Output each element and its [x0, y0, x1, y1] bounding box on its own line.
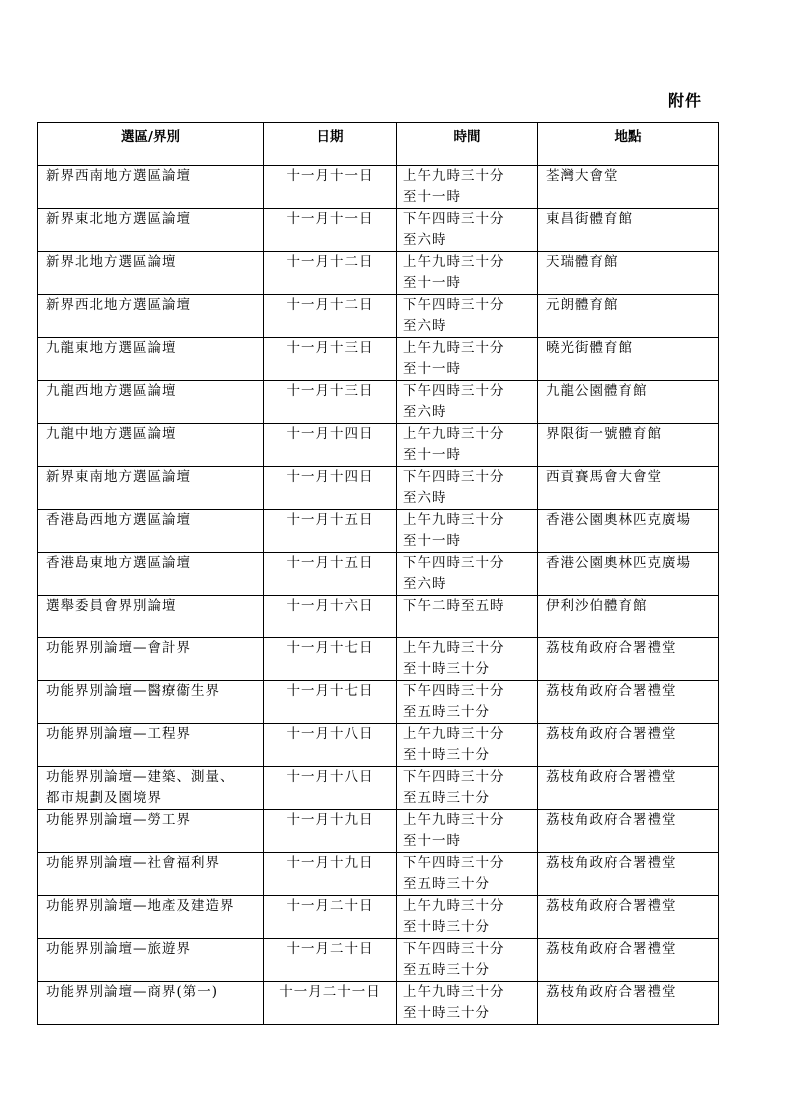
table-header-row — [38, 123, 719, 166]
cell-date: 十一月十三日 — [264, 381, 397, 424]
cell-area: 香港島西地方選區論壇 — [38, 510, 264, 553]
cell-venue: 荔枝角政府合署禮堂 — [538, 853, 719, 896]
table-row — [38, 982, 719, 1025]
cell-time: 下午四時三十分 至六時 — [397, 295, 538, 338]
cell-venue: 荔枝角政府合署禮堂 — [538, 939, 719, 982]
cell-date: 十一月十八日 — [264, 724, 397, 767]
cell-date: 十一月十二日 — [264, 252, 397, 295]
cell-date: 十一月十八日 — [264, 767, 397, 810]
cell-time: 上午九時三十分 至十時三十分 — [397, 982, 538, 1025]
cell-date: 十一月十九日 — [264, 810, 397, 853]
cell-area: 新界東北地方選區論壇 — [38, 209, 264, 252]
table-row — [38, 424, 719, 467]
cell-time: 上午九時三十分 至十時三十分 — [397, 896, 538, 939]
cell-time: 下午四時三十分 至六時 — [397, 209, 538, 252]
cell-venue: 荔枝角政府合署禮堂 — [538, 896, 719, 939]
cell-area: 選舉委員會界別論壇 — [38, 596, 264, 638]
cell-area: 新界東南地方選區論壇 — [38, 467, 264, 510]
cell-area: 九龍東地方選區論壇 — [38, 338, 264, 381]
cell-time: 下午四時三十分 至六時 — [397, 553, 538, 596]
cell-venue: 元朗體育館 — [538, 295, 719, 338]
cell-date: 十一月十九日 — [264, 853, 397, 896]
cell-time: 上午九時三十分 至十一時 — [397, 510, 538, 553]
cell-area: 功能界別論壇—地產及建造界 — [38, 896, 264, 939]
cell-venue: 荔枝角政府合署禮堂 — [538, 767, 719, 810]
cell-date: 十一月二十日 — [264, 939, 397, 982]
cell-venue: 伊利沙伯體育館 — [538, 596, 719, 638]
cell-time: 下午四時三十分 至六時 — [397, 381, 538, 424]
cell-area: 功能界別論壇—商界(第一) — [38, 982, 264, 1025]
cell-time: 下午四時三十分 至五時三十分 — [397, 681, 538, 724]
header-date: 日期 — [264, 123, 397, 166]
cell-area: 功能界別論壇—會計界 — [38, 638, 264, 681]
cell-time: 下午四時三十分 至六時 — [397, 467, 538, 510]
table-row — [38, 810, 719, 853]
table-row — [38, 724, 719, 767]
table-row — [38, 209, 719, 252]
cell-venue: 天瑞體育館 — [538, 252, 719, 295]
cell-venue: 荔枝角政府合署禮堂 — [538, 681, 719, 724]
cell-date: 十一月十七日 — [264, 681, 397, 724]
cell-date: 十一月十四日 — [264, 467, 397, 510]
cell-venue: 荔枝角政府合署禮堂 — [538, 638, 719, 681]
table-row — [38, 767, 719, 810]
table-row — [38, 553, 719, 596]
cell-venue: 西貢賽馬會大會堂 — [538, 467, 719, 510]
cell-venue: 東昌街體育館 — [538, 209, 719, 252]
table-row — [38, 295, 719, 338]
cell-time: 上午九時三十分 至十時三十分 — [397, 724, 538, 767]
cell-time: 上午九時三十分 至十時三十分 — [397, 638, 538, 681]
cell-venue: 香港公園奧林匹克廣場 — [538, 553, 719, 596]
cell-time: 上午九時三十分 至十一時 — [397, 166, 538, 209]
attachment-label: 附件 — [668, 91, 703, 110]
cell-venue: 界限街一號體育館 — [538, 424, 719, 467]
cell-area: 九龍中地方選區論壇 — [38, 424, 264, 467]
table-row — [38, 853, 719, 896]
cell-area: 功能界別論壇—醫療衞生界 — [38, 681, 264, 724]
table-row — [38, 939, 719, 982]
table-row — [38, 381, 719, 424]
cell-date: 十一月十七日 — [264, 638, 397, 681]
cell-venue: 荃灣大會堂 — [538, 166, 719, 209]
cell-area: 功能界別論壇—勞工界 — [38, 810, 264, 853]
table-row — [38, 338, 719, 381]
header-venue: 地點 — [538, 123, 719, 166]
cell-venue: 曉光街體育館 — [538, 338, 719, 381]
cell-area: 新界西南地方選區論壇 — [38, 166, 264, 209]
table-row — [38, 467, 719, 510]
cell-area: 功能界別論壇—工程界 — [38, 724, 264, 767]
cell-date: 十一月十二日 — [264, 295, 397, 338]
cell-venue: 荔枝角政府合署禮堂 — [538, 724, 719, 767]
cell-time: 上午九時三十分 至十一時 — [397, 252, 538, 295]
cell-venue: 荔枝角政府合署禮堂 — [538, 982, 719, 1025]
cell-time: 下午四時三十分 至五時三十分 — [397, 853, 538, 896]
cell-time: 下午四時三十分 至五時三十分 — [397, 767, 538, 810]
cell-time: 上午九時三十分 至十一時 — [397, 338, 538, 381]
table-row — [38, 510, 719, 553]
table-row — [38, 166, 719, 209]
cell-date: 十一月十六日 — [264, 596, 397, 638]
table-row — [38, 681, 719, 724]
cell-area: 功能界別論壇—社會福利界 — [38, 853, 264, 896]
cell-date: 十一月十三日 — [264, 338, 397, 381]
cell-area: 功能界別論壇—建築、測量、 都市規劃及園境界 — [38, 767, 264, 810]
cell-time: 下午二時至五時 — [397, 596, 538, 638]
cell-date: 十一月十五日 — [264, 510, 397, 553]
cell-venue: 九龍公園體育館 — [538, 381, 719, 424]
cell-date: 十一月十一日 — [264, 166, 397, 209]
cell-time: 上午九時三十分 至十一時 — [397, 810, 538, 853]
table-row — [38, 896, 719, 939]
cell-time: 下午四時三十分 至五時三十分 — [397, 939, 538, 982]
table-row — [38, 596, 719, 638]
cell-date: 十一月二十日 — [264, 896, 397, 939]
cell-area: 香港島東地方選區論壇 — [38, 553, 264, 596]
cell-date: 十一月二十一日 — [264, 982, 397, 1025]
cell-area: 九龍西地方選區論壇 — [38, 381, 264, 424]
header-time: 時間 — [397, 123, 538, 166]
table-row — [38, 638, 719, 681]
header-area: 選區/界別 — [38, 123, 264, 166]
cell-time: 上午九時三十分 至十一時 — [397, 424, 538, 467]
cell-venue: 荔枝角政府合署禮堂 — [538, 810, 719, 853]
cell-area: 新界北地方選區論壇 — [38, 252, 264, 295]
cell-date: 十一月十四日 — [264, 424, 397, 467]
cell-date: 十一月十五日 — [264, 553, 397, 596]
forum-schedule-table — [37, 122, 719, 1025]
cell-area: 新界西北地方選區論壇 — [38, 295, 264, 338]
cell-area: 功能界別論壇—旅遊界 — [38, 939, 264, 982]
table-row — [38, 252, 719, 295]
cell-date: 十一月十一日 — [264, 209, 397, 252]
cell-venue: 香港公園奧林匹克廣場 — [538, 510, 719, 553]
